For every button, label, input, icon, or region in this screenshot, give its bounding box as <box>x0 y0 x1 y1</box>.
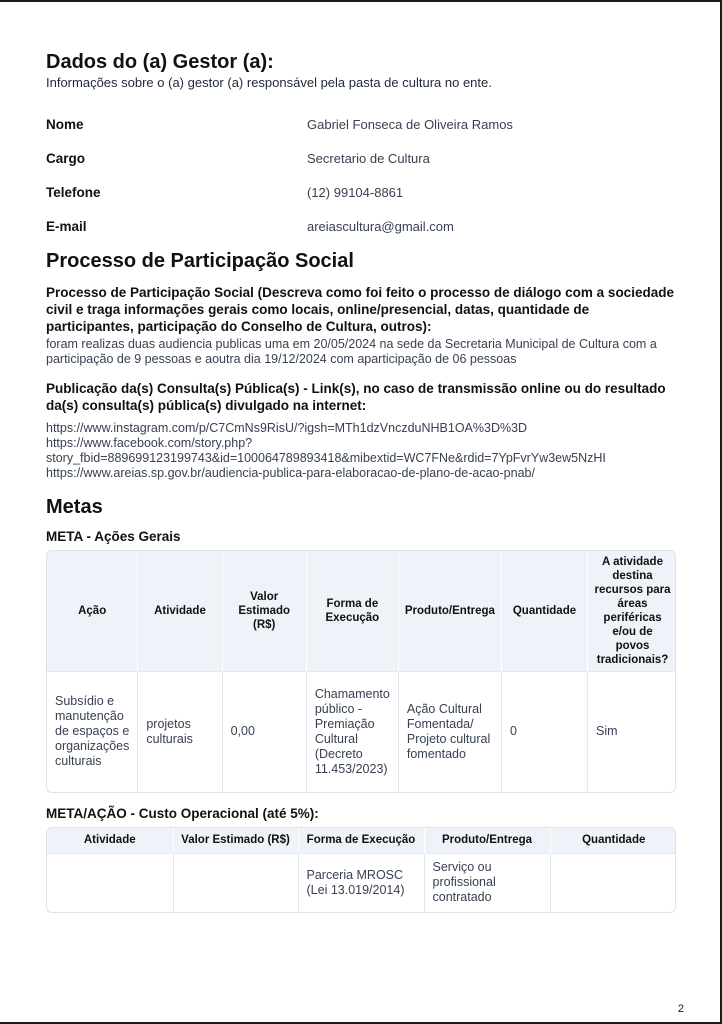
table-cell: projetos culturais <box>138 672 222 792</box>
field-email <box>46 209 676 243</box>
field-value: (12) 99104-8861 <box>307 184 404 200</box>
table-cell: Ação Cultural Fomentada/ Projeto cultural fomentado <box>398 672 501 792</box>
column-header: Quantidade <box>550 828 676 854</box>
document-page <box>46 50 676 913</box>
field-telefone <box>46 175 676 209</box>
field-cargo <box>46 141 676 175</box>
table-cell <box>550 854 676 912</box>
table-cell: Serviço ou profissional contratado <box>424 854 550 912</box>
link-text[interactable]: https://www.areias.sp.gov.br/audiencia-publica-para-elaboracao-de-plano-de-acao-pnab/ <box>46 466 535 480</box>
field-value: areiascultura@gmail.com <box>307 218 454 234</box>
custo-operacional-table <box>46 827 676 913</box>
table-cell: 0 <box>501 672 587 792</box>
gestor-fields <box>46 107 676 243</box>
column-header: Valor Estimado (R$) <box>173 828 298 854</box>
question-participacao: Processo de Participação Social (Descreva como foi feito o processo de diálogo com a sociedade civil e traga informações gerais como locais, online/presencial, datas, quantidade de participantes, participação do Conselho de Cultura, outros): <box>46 285 674 334</box>
column-header: Produto/Entrega <box>424 828 550 854</box>
table-cell <box>173 854 298 912</box>
metas-title: Metas <box>46 496 103 518</box>
column-header: Quantidade <box>501 551 587 672</box>
column-header: A atividade destina recursos para áreas periféricas e/ou de povos tradicionais? <box>588 551 676 672</box>
field-value: Gabriel Fonseca de Oliveira Ramos <box>307 116 513 132</box>
field-nome <box>46 107 676 141</box>
link-text[interactable]: story_fbid=889699123199743&id=100064789893418&mibextid=WC7FNe&rdid=7YpFvrYw3ew5NzHI <box>46 451 606 465</box>
gestor-subtitle: Informações sobre o (a) gestor (a) responsável pela pasta de cultura no ente. <box>46 75 492 90</box>
link-text[interactable]: https://www.facebook.com/story.php? <box>46 436 253 450</box>
field-label: Cargo <box>46 150 86 166</box>
answer-participacao: foram realizas duas audiencia publicas uma em 20/05/2024 na sede da Secretaria Municipal de Cultura com a participação de 9 pessoas e aoutra dia 19/12/2024 com aparticipação de 06 pessoas <box>46 337 657 366</box>
field-label: Telefone <box>46 184 101 200</box>
column-header: Forma de Execução <box>298 828 424 854</box>
field-label: Nome <box>46 116 84 132</box>
column-header: Ação <box>47 551 138 672</box>
column-header: Valor Estimado (R$) <box>222 551 306 672</box>
table-cell: Chamamento público - Premiação Cultural (Decreto 11.453/2023) <box>306 672 398 792</box>
page-number: 2 <box>677 1003 684 1015</box>
table-cell: Parceria MROSC (Lei 13.019/2014) <box>298 854 424 912</box>
link-text[interactable]: https://www.instagram.com/p/C7CmNs9RisU/?igsh=MTh1dzVnczduNHB1OA%3D%3D <box>46 421 528 435</box>
participacao-title: Processo de Participação Social <box>46 250 354 272</box>
column-header: Atividade <box>47 828 173 854</box>
field-value: Secretario de Cultura <box>307 150 430 166</box>
gestor-title: Dados do (a) Gestor (a): <box>46 51 274 73</box>
acoes-gerais-table <box>46 550 676 793</box>
column-header: Produto/Entrega <box>398 551 501 672</box>
table-cell: Subsídio e manutenção de espaços e organizações culturais <box>47 672 138 792</box>
table-row <box>47 672 676 792</box>
table-cell: Sim <box>588 672 676 792</box>
table2-title: META/AÇÃO - Custo Operacional (até 5%): <box>46 805 319 821</box>
table-cell: 0,00 <box>222 672 306 792</box>
column-header: Forma de Execução <box>306 551 398 672</box>
table-header-row <box>47 551 676 672</box>
field-label: E-mail <box>46 218 87 234</box>
links-list <box>46 421 676 481</box>
table1-title: META - Ações Gerais <box>46 529 181 544</box>
table-header-row <box>47 828 676 854</box>
column-header: Atividade <box>138 551 222 672</box>
table-cell <box>47 854 173 912</box>
question-publicacao: Publicação da(s) Consulta(s) Pública(s) - Link(s), no caso de transmissão online ou do resultado da(s) consulta(s) pública(s) divulgado na internet: <box>46 381 666 413</box>
table-row <box>47 854 676 912</box>
